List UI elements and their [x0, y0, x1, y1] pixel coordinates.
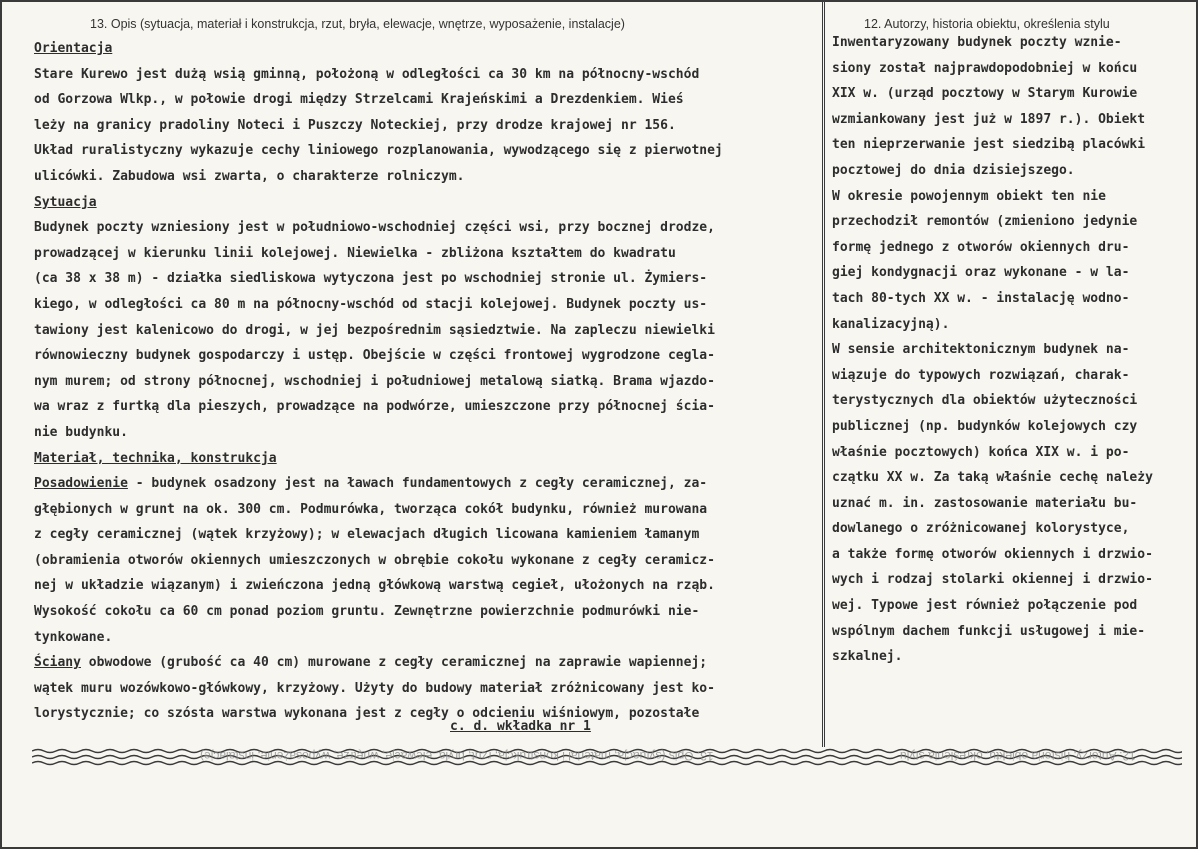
continuation-note: c. d. wkładka nr 1: [450, 719, 591, 734]
text-line: giej kondygnacji oraz wykonane - w la-: [832, 265, 1130, 281]
text-line: ten nieprzerwanie jest siedzibą placówki: [832, 137, 1146, 153]
text-line: wej. Typowe jest również połączenie pod: [832, 598, 1138, 614]
text-line: tynkowane.: [34, 629, 113, 645]
bleed-through-text-left: 13. Opis (sytuacja, materiał i konstrukcja, rzut, bryła, elewacje, wnętrze, wyposażenie, instalacje): [200, 749, 714, 763]
text-line: przechodził remontów (zmieniono jedynie: [832, 214, 1138, 230]
text-line: równowieczny budynek gospodarczy i ustęp. Obejście w części frontowej wygrodzone cegla-: [34, 348, 715, 364]
text-line: Układ ruralistyczny wykazuje cechy liniowego rozplanowania, wywodzącego się z pierwotnej: [34, 143, 723, 159]
text-line: siony został najprawdopodobniej w końcu: [832, 60, 1138, 76]
text-line: XIX w. (urząd pocztowy w Starym Kurowie: [832, 86, 1138, 102]
text-line: nie budynku.: [34, 424, 128, 440]
text-line: lorystycznie; co szósta warstwa wykonana jest z cegły o odcieniu wiśniowym, pozostałe: [34, 706, 700, 722]
text-line: prowadzącej w kierunku linii kolejowej. Niewielka - zbliżona kształtem do kwadratu: [34, 245, 676, 261]
text-line: Posadowienie - budynek osadzony jest na ławach fundamentowych z cegły ceramicznej, za-: [34, 476, 708, 492]
text-line: nym murem; od strony północnej, wschodniej i południowej metalową siatką. Brama wjazdo-: [34, 373, 715, 389]
text-line: wspólnym dachem funkcji usługowej i mie-: [832, 623, 1146, 639]
text-line: wa wraz z furtką dla pieszych, prowadzące na podwórze, umieszczone przy północnej ścia-: [34, 399, 715, 415]
text-line: szkalnej.: [832, 649, 903, 665]
history-column: [832, 30, 1194, 670]
text-line: właśnie pocztowych) końca XIX w. i po-: [832, 444, 1130, 460]
text-line: czątku XX w. Za taką właśnie cechę należy: [832, 470, 1153, 486]
bleed-through-text-right: 12. Autorzy, historia obiektu, określenia stylu: [900, 749, 1136, 763]
subsection-heading: Posadowienie: [34, 476, 128, 492]
text-line: tach 80-tych XX w. - instalację wodno-: [832, 290, 1130, 306]
text-line: kanalizacyjną).: [832, 316, 950, 332]
text-line: Ściany obwodowe (grubość ca 40 cm) murowane z cegły ceramicznej na zaprawie wapiennej;: [34, 655, 708, 671]
text-line: W sensie architektonicznym budynek na-: [832, 342, 1130, 358]
text-line: (obramienia otworów okiennych umieszczonych w obrębie cokołu wykonane z cegły ceramicz-: [34, 552, 715, 568]
text-line: uznać m. in. zastosowanie materiału bu-: [832, 495, 1138, 511]
text-line: od Gorzowa Wlkp., w połowie drogi między Strzelcami Krajeńskimi a Drezdenkiem. Wieś: [34, 92, 684, 108]
text-line: z cegły ceramicznej (wątek krzyżowy); w elewacjach długich licowana kamieniem łamanym: [34, 527, 700, 543]
text-line: wiązuje do typowych rozwiązań, charak-: [832, 367, 1130, 383]
section-heading: Sytuacja: [34, 194, 97, 210]
text-line: wych i rodzaj stolarki okiennej i drzwio-: [832, 572, 1153, 588]
text-line: a także formę otworów okiennych i drzwio-: [832, 546, 1153, 562]
text-line: wątek muru wozówkowo-główkowy, krzyżowy. Użyty do budowy materiał zróżnicowany jest ko-: [34, 680, 715, 696]
text-line: leży na granicy pradoliny Noteci i Puszczy Noteckiej, przy drodze krajowej nr 156.: [34, 117, 676, 133]
text-line: Inwentaryzowany budynek poczty wznie-: [832, 35, 1122, 50]
text-line: (ca 38 x 38 m) - działka siedliskowa wytyczona jest po wschodniej stronie ul. Żymiers-: [34, 271, 708, 287]
text-line: Budynek poczty wzniesiony jest w południowo-wschodniej części wsi, przy bocznej drodze,: [34, 220, 715, 236]
text-line: formę jednego z otworów okiennych dru-: [832, 239, 1130, 255]
text-line: głębionych w grunt na ok. 300 cm. Podmurówka, tworząca cokół budynku, również murowana: [34, 501, 708, 517]
text-line: Wysokość cokołu ca 60 cm ponad poziom gruntu. Zewnętrzne powierzchnie podmurówki nie-: [34, 604, 700, 620]
field-12-label: 12. Autorzy, historia obiektu, określenia stylu: [864, 17, 1110, 31]
text-line: W okresie powojennym obiekt ten nie: [832, 188, 1106, 204]
text-line: tawiony jest kalenicowo do drogi, w jej bezpośrednim sąsiedztwie. Na zapleczu niewielki: [34, 322, 715, 338]
text-line: ulicówki. Zabudowa wsi zwarta, o charakterze rolniczym.: [34, 168, 465, 184]
text-line: kiego, w odległości ca 80 m na północny-wschód od stacji kolejowej. Budynek poczty us-: [34, 296, 708, 312]
description-column: [34, 36, 824, 727]
subsection-heading: Ściany: [34, 655, 81, 671]
text-line: nej w układzie wiązanym) i zwieńczona jedną główkową warstwą cegieł, ułożonych na rząb.: [34, 578, 715, 594]
text-line: publicznej (np. budynków kolejowych czy: [832, 418, 1138, 434]
text-line: wzmiankowany jest już w 1897 r.). Obiekt: [832, 111, 1146, 127]
text-line: terystycznych dla obiektów użyteczności: [832, 393, 1138, 409]
section-heading: Orientacja: [34, 41, 113, 56]
text-line: dowlanego o zróżnicowanej kolorystyce,: [832, 521, 1130, 537]
text-line: pocztowej do dnia dzisiejszego.: [832, 162, 1075, 178]
text-line: Stare Kurewo jest dużą wsią gminną, położoną w odległości ca 30 km na północny-wschód: [34, 66, 700, 82]
section-heading: Materiał, technika, konstrukcja: [34, 450, 277, 466]
field-13-label: 13. Opis (sytuacja, materiał i konstrukcja, rzut, bryła, elewacje, wnętrze, wyposażenie, instalacje): [90, 17, 625, 31]
